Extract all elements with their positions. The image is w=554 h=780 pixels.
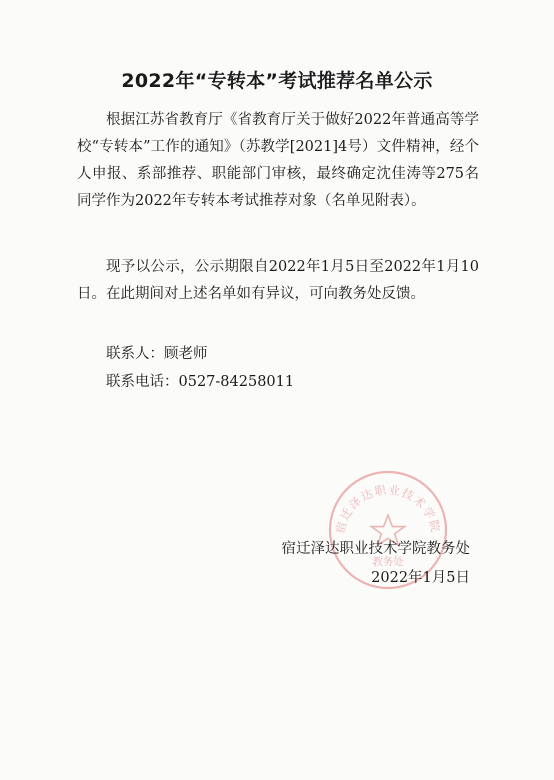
contact-person: 联系人：顾老师 xyxy=(106,346,208,362)
contact-phone: 联系电话：0527-84258011 xyxy=(106,374,295,390)
document-title: 2022年“专转本”考试推荐名单公示 xyxy=(121,70,433,92)
notice-paragraph-1: 根据江苏省教育厅《省教育厅关于做好2022年普通高等学校“专转本”工作的通知》（苏教学[2021]4号）文件精神，经个人申报、系部推荐、职能部门审核，最终确定沈佳涛等275名同学作为2022年专转本考试推荐对象（名单见附表）。 xyxy=(77,112,479,209)
issue-date: 2022年1月5日 xyxy=(371,570,470,586)
seal-text: 宿迁泽达职业技术学院 xyxy=(333,482,443,535)
notice-paragraph-2: 现予以公示，公示期限自2022年1月5日至2022年1月10日。在此期间对上述名单如有异议，可向教务处反馈。 xyxy=(77,259,479,302)
issuer-name: 宿迁泽达职业技术学院教务处 xyxy=(281,541,470,557)
seal-subtext: 教务处 xyxy=(372,556,404,568)
svg-text:宿迁泽达职业技术学院 xyxy=(333,483,443,535)
